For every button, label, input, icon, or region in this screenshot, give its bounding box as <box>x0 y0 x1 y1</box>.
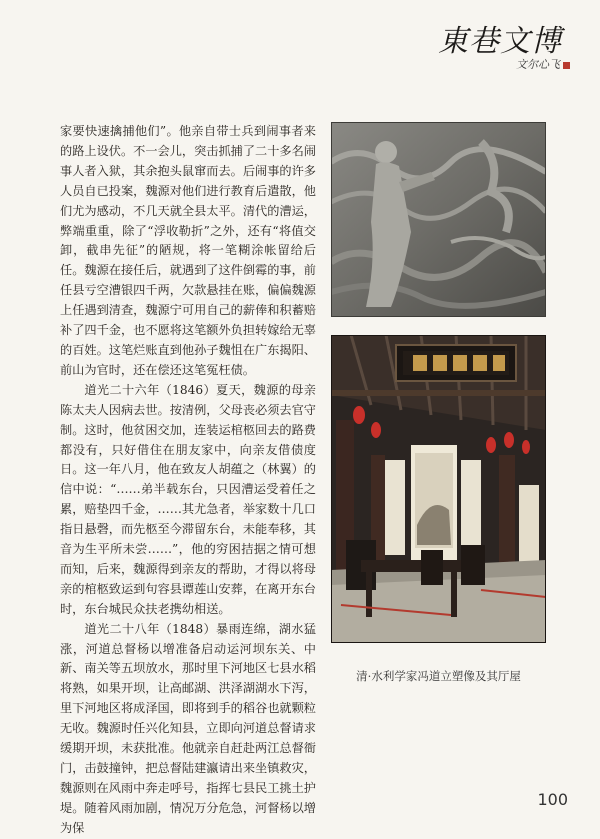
relief-sculpture-photo <box>331 122 546 317</box>
article-body <box>60 122 316 839</box>
photo-caption: 清·水利学家冯道立塑像及其厅屋 <box>356 669 521 683</box>
hall-interior-image <box>331 335 546 643</box>
hall-interior-photo <box>331 335 546 643</box>
page-number: 100 <box>537 790 568 809</box>
article-paragraph-2: 道光二十六年（1846）夏天，魏源的母亲陈太夫人因病去世。按清例，父母丧必须去官守制。这时，他贫困交加，连装运棺柩回去的路费都没有，只好借住在朋友家中，向亲友借债度日。这一年八月，他在致友人胡蕴之（林翼）的信中说：“……弟半载东台，只因漕运受着任之累，赔垫四千金，……其尤急者，举家数十几口指日悬磬，而先柩至今滞留东台，未能奉移，其音为生平所未尝……”，他的穷困拮据之情可想而知，后来，魏源得到亲友的帮助，才得以将母亲的棺柩致运到句容县谭莲山安葬，在离开东台时，东台城民众扶老携幼相送。 <box>60 382 316 616</box>
column-title: 東巷文博 <box>438 24 562 59</box>
article-paragraph-3: 道光二十八年（1848）暴雨连绵，湖水猛涨，河道总督杨以增准备启动运河坝东关、中新、南关等五坝放水，那时里下河地区七县水稻将熟，如果开坝，让高邮湖、洪泽湖湖水下泻，里下河地区将成泽国，即将到手的稻谷也就颗粒无收。魏源时任兴化知县，立即向河道总督请求缓期开坝，未获批准。他就亲自赶赴两江总督衙门，击鼓撞钟，把总督陆建瀛请出来坐镇救灾，魏源则在风雨中奔走呼号，指挥七县民工挑土护堤。随着风雨加剧，情况万分危急，河督杨以增为保 <box>60 621 316 835</box>
red-seal-icon <box>563 62 570 69</box>
signature-text: 文尔心飞 <box>516 58 560 71</box>
column-signature <box>516 56 570 72</box>
article-paragraph-1: 家要快速擒捕他们”。他亲自带士兵到闹事者来的路上设伏。不一会儿，突击抓捕了二十多名闹事人者入狱，其余抱头鼠窜而去。后闹事的许多人员自已投案，魏源对他们进行教育后遣散，他们尤为感动，不几天就全县太平。清代的漕运，弊端重重，除了“浮收勒折”之外，还有“将值交卸，截串先征”的陋规，将一笔糊涂帐留给后任。魏源在接任后，就遇到了这件倒霉的事，前任县亏空漕银四千两，欠款悬挂在账，偏偏魏源上任遇到清查，魏源宁可用自己的薪俸和积蓄赔补了四千金，也不愿将这笔额外负担转嫁给无辜的百姓。这笔烂账直到他孙子魏怚在广东揭阳、前山为官时，还在偿还这笔冤枉债。 <box>60 124 316 377</box>
relief-sculpture-image <box>331 122 546 317</box>
